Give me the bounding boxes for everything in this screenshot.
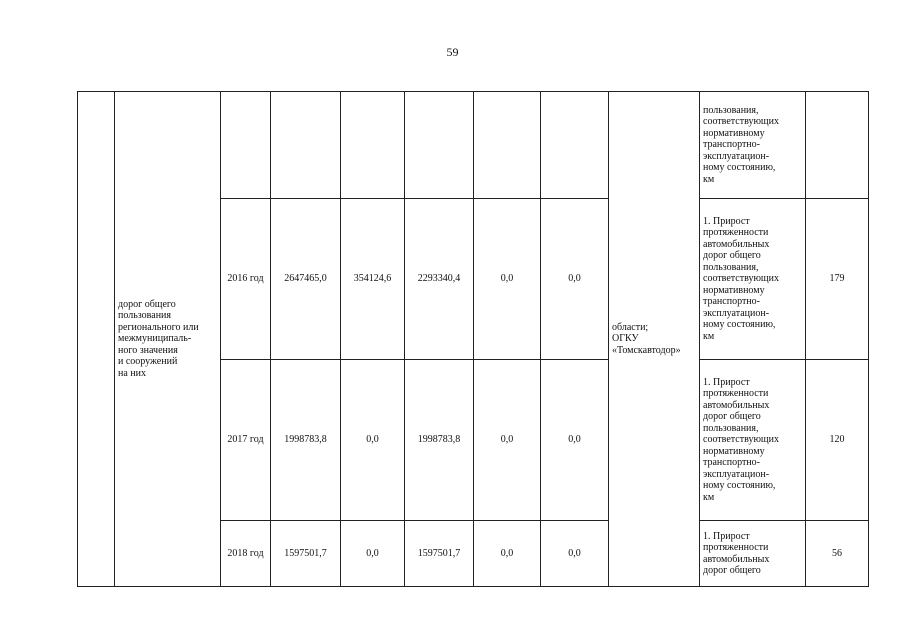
executor-cell [609, 92, 700, 587]
indicator-text: пользования, соответствующих нормативному транспортно- эксплуатацион- ному состоянию, км [703, 104, 779, 185]
indicator-value-cell: 56 [806, 521, 869, 587]
local-cell: 0,0 [474, 360, 541, 521]
other-cell: 0,0 [541, 360, 609, 521]
indicator-text: 1. Прирост протяженности автомобильных дорог общего пользования, соответствующих нормативному транспортно- эксплуатацион- ному состоянию, км [703, 376, 779, 503]
indicator-cell [700, 360, 806, 521]
activity-name-text: дорог общего пользования регионального или межмуниципаль- ного значения и сооружений на них [118, 298, 199, 379]
indicator-cell [700, 521, 806, 587]
local-cell [474, 92, 541, 199]
year-cell [221, 92, 271, 199]
activity-name-cell [115, 92, 221, 587]
indicator-value-cell: 120 [806, 360, 869, 521]
year-cell: 2016 год [221, 199, 271, 360]
regional-cell: 1998783,8 [405, 360, 474, 521]
indicator-value-cell: 179 [806, 199, 869, 360]
program-table [77, 91, 869, 587]
table-row-continuation [78, 92, 869, 199]
year-cell: 2018 год [221, 521, 271, 587]
federal-cell: 0,0 [341, 360, 405, 521]
page-number: 59 [446, 45, 459, 59]
local-cell: 0,0 [474, 521, 541, 587]
total-cell [271, 92, 341, 199]
year-cell: 2017 год [221, 360, 271, 521]
regional-cell [405, 92, 474, 199]
other-cell: 0,0 [541, 521, 609, 587]
indicator-value-cell [806, 92, 869, 199]
indicator-text: 1. Прирост протяженности автомобильных дорог общего пользования, соответствующих нормативному транспортно- эксплуатацион- ному состоянию, км [703, 215, 779, 342]
total-cell: 2647465,0 [271, 199, 341, 360]
number-cell [78, 92, 115, 587]
federal-cell: 0,0 [341, 521, 405, 587]
federal-cell: 354124,6 [341, 199, 405, 360]
regional-cell: 1597501,7 [405, 521, 474, 587]
regional-cell: 2293340,4 [405, 199, 474, 360]
other-cell: 0,0 [541, 199, 609, 360]
federal-cell [341, 92, 405, 199]
total-cell: 1597501,7 [271, 521, 341, 587]
total-cell: 1998783,8 [271, 360, 341, 521]
other-cell [541, 92, 609, 199]
indicator-cell [700, 92, 806, 199]
executor-text: области; ОГКУ «Томскавтодор» [612, 321, 681, 356]
local-cell: 0,0 [474, 199, 541, 360]
indicator-cell [700, 199, 806, 360]
indicator-text: 1. Прирост протяженности автомобильных дорог общего [703, 530, 770, 576]
